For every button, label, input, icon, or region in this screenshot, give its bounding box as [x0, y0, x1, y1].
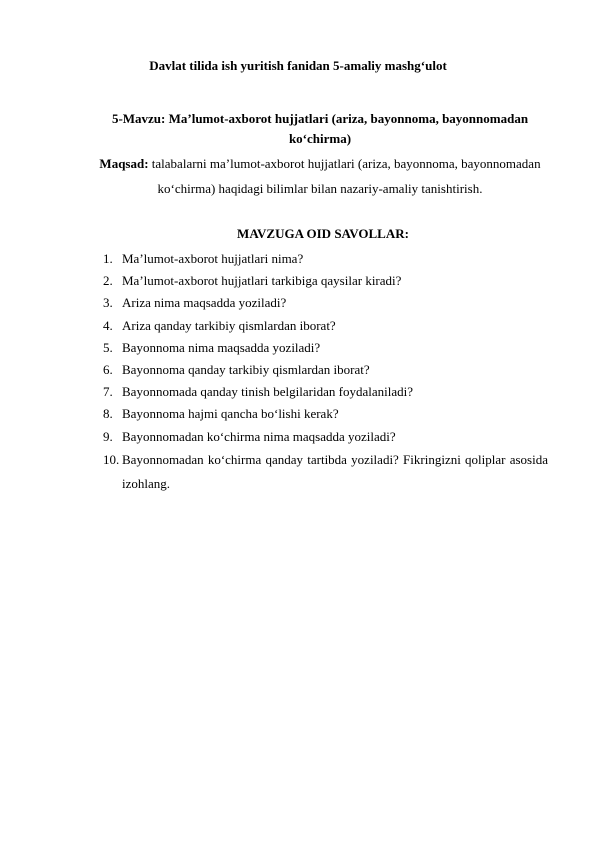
- question-text: Bayonnoma qanday tarkibiy qismlardan iborat?: [122, 362, 370, 378]
- question-number: 6.: [103, 362, 113, 378]
- question-text: Ariza nima maqsadda yoziladi?: [122, 295, 287, 311]
- question-item: [103, 448, 548, 496]
- question-text: Bayonnomadan ko‘chirma nima maqsadda yoziladi?: [122, 428, 396, 444]
- topic-heading: 5-Mavzu: Ma’lumot-axborot hujjatlari (ariza, bayonnoma, bayonnomadan ko‘chirma): [111, 111, 529, 146]
- question-number: 9.: [103, 428, 113, 444]
- goal-text: talabalarni ma’lumot-axborot hujjatlari (ariza, bayonnoma, bayonnomadan ko‘chirma) haqidagi bilimlar bilan nazariy-amaliy tanishtirish.: [151, 156, 541, 196]
- question-item: [103, 337, 548, 359]
- question-item: [103, 292, 548, 314]
- questions-list: [103, 248, 548, 496]
- goal-label: Maqsad:: [99, 156, 149, 171]
- question-number: 2.: [103, 273, 113, 289]
- question-number: 10.: [103, 451, 120, 467]
- question-text: Ma’lumot-axborot hujjatlari tarkibiga qaysilar kiradi?: [122, 273, 402, 289]
- question-item: [103, 315, 548, 337]
- questions-heading: MAVZUGA OID SAVOLLAR:: [237, 226, 409, 241]
- question-number: 1.: [103, 251, 113, 266]
- question-text: Bayonnoma hajmi qancha bo‘lishi kerak?: [122, 406, 339, 422]
- question-number: 5.: [103, 339, 113, 355]
- question-item: [103, 381, 548, 403]
- question-text: Ariza qanday tarkibiy qismlardan iborat?: [122, 317, 336, 333]
- question-number: 3.: [103, 295, 113, 311]
- question-item: [103, 270, 548, 292]
- goal-paragraph: [90, 151, 550, 201]
- question-item: [103, 359, 548, 381]
- question-text: Bayonnomadan ko‘chirma qanday tartibda yoziladi? Fikringizni qoliplar asosida izohlang.: [122, 451, 548, 491]
- question-number: 4.: [103, 317, 113, 333]
- question-item: [103, 248, 548, 270]
- question-text: Ma’lumot-axborot hujjatlari nima?: [122, 251, 304, 266]
- question-item: [103, 403, 548, 425]
- document-title: Davlat tilida ish yuritish fanidan 5-amaliy mashg‘ulot: [149, 58, 447, 73]
- question-number: 8.: [103, 406, 113, 422]
- question-text: Bayonnomada qanday tinish belgilaridan foydalaniladi?: [122, 384, 413, 400]
- question-text: Bayonnoma nima maqsadda yoziladi?: [122, 339, 321, 355]
- question-item: [103, 426, 548, 448]
- question-number: 7.: [103, 384, 113, 400]
